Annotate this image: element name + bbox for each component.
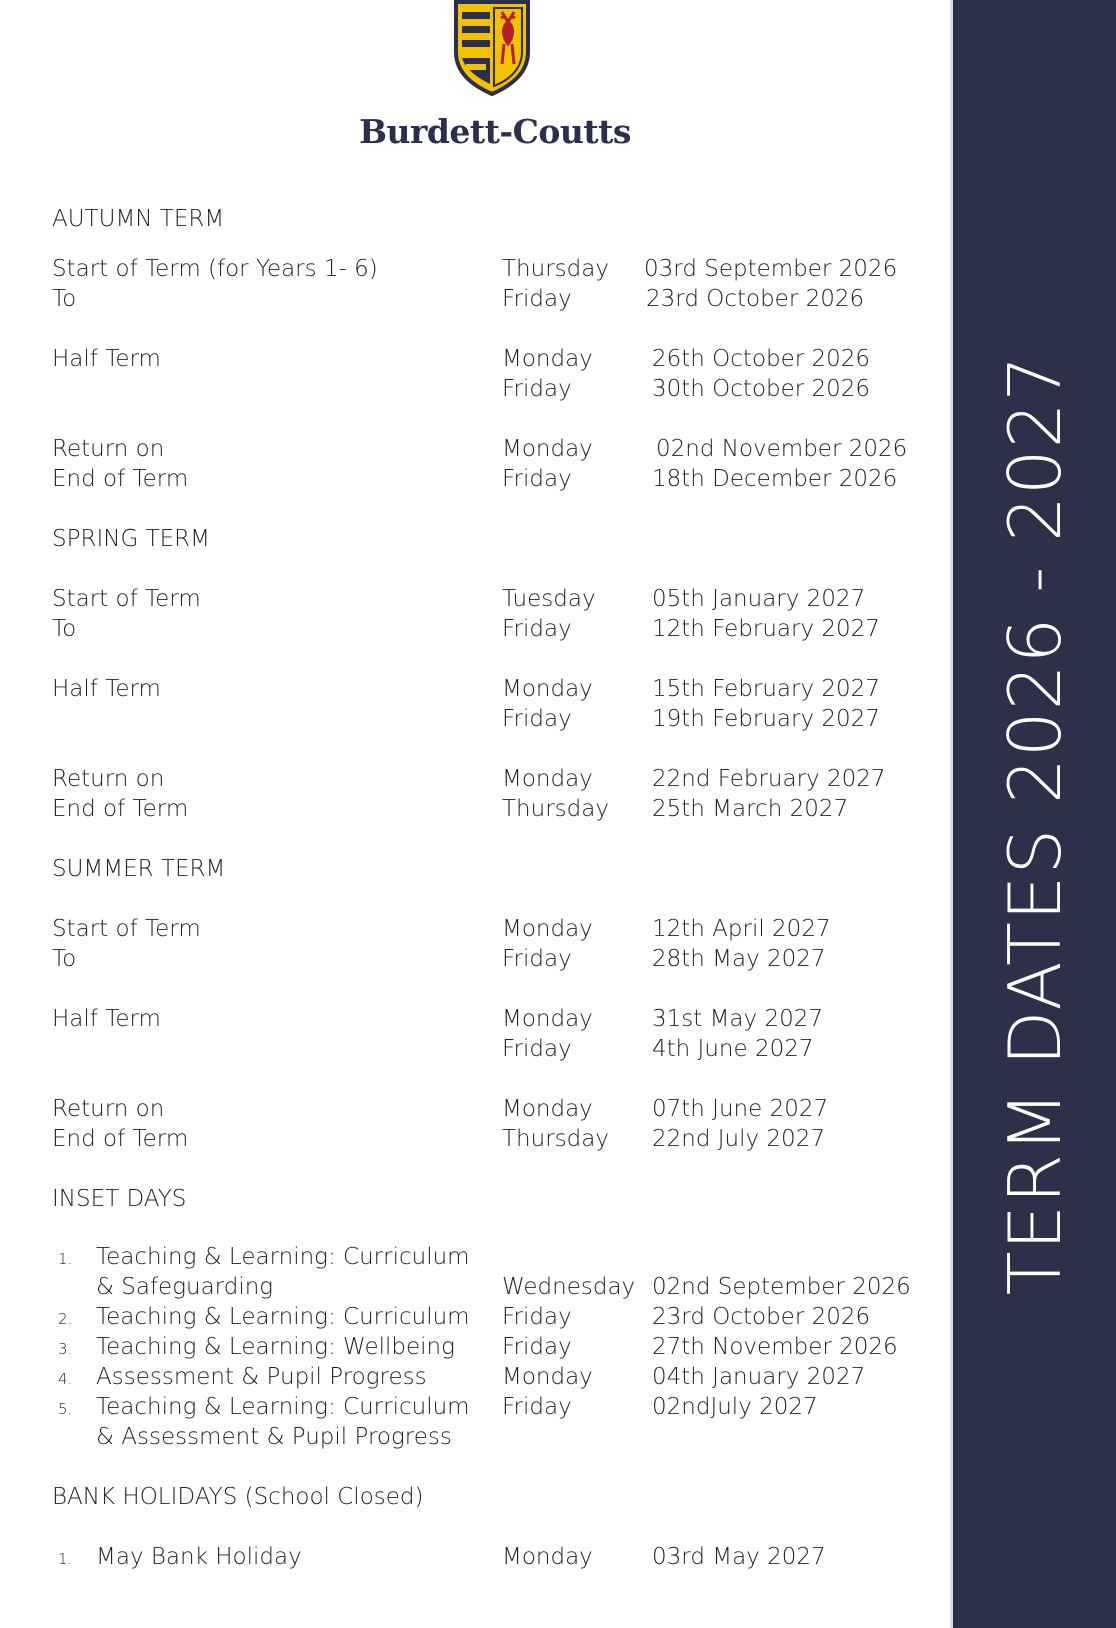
- row-day: Tuesday: [502, 586, 596, 612]
- bank-holidays-heading: BANK HOLIDAYS (School Closed): [52, 1484, 424, 1510]
- list-number: 2.: [58, 1310, 73, 1328]
- row-date: 05th January 2027: [652, 586, 866, 612]
- list-number: 1.: [58, 1250, 73, 1268]
- row-date: 19th February 2027: [652, 706, 880, 732]
- spring-term-heading: SPRING TERM: [52, 526, 210, 552]
- row-date: 18th December 2026: [652, 466, 898, 492]
- list-number: 3.: [58, 1340, 73, 1358]
- row-day: Monday: [502, 916, 593, 942]
- row-day: Thursday: [502, 256, 609, 282]
- row-label: Start of Term (for Years 1- 6): [52, 256, 378, 282]
- list-number: 4.: [58, 1370, 73, 1388]
- row-label: To: [52, 286, 77, 312]
- bank-holiday-label: May Bank Holiday: [96, 1544, 302, 1570]
- row-label: Half Term: [52, 676, 161, 702]
- row-day: Friday: [502, 286, 572, 312]
- sidebar-title: TERM DATES 2026 - 2027: [992, 354, 1077, 1296]
- summer-term-heading: SUMMER TERM: [52, 856, 226, 882]
- row-date: 12th February 2027: [652, 616, 880, 642]
- row-day: Friday: [502, 1394, 572, 1420]
- row-date: 04th January 2027: [652, 1364, 866, 1390]
- row-date: 30th October 2026: [652, 376, 871, 402]
- row-label: End of Term: [52, 796, 189, 822]
- row-date: 23rd October 2026: [646, 286, 865, 312]
- row-date: 02ndJuly 2027: [652, 1394, 818, 1420]
- inset-item-label-cont: & Safeguarding: [96, 1274, 274, 1300]
- school-name: Burdett-Coutts: [359, 112, 631, 151]
- row-date: 12th April 2027: [652, 916, 831, 942]
- row-label: To: [52, 946, 77, 972]
- row-date: 26th October 2026: [652, 346, 871, 372]
- row-day: Friday: [502, 946, 572, 972]
- row-date: 07th June 2027: [652, 1096, 829, 1122]
- row-date: 02nd September 2026: [652, 1274, 911, 1300]
- row-day: Friday: [502, 1304, 572, 1330]
- list-number: 5.: [58, 1400, 73, 1418]
- row-day: Friday: [502, 1334, 572, 1360]
- row-date: 28th May 2027: [652, 946, 826, 972]
- inset-item-label-cont: & Assessment & Pupil Progress: [96, 1424, 452, 1450]
- inset-days-heading: INSET DAYS: [52, 1186, 187, 1212]
- row-day: Monday: [502, 1544, 593, 1570]
- row-day: Friday: [502, 706, 572, 732]
- autumn-term-heading: AUTUMN TERM: [52, 206, 225, 232]
- inset-item-label: Teaching & Learning: Curriculum: [96, 1394, 470, 1420]
- row-label: Start of Term: [52, 586, 201, 612]
- list-number: 1.: [58, 1550, 73, 1568]
- row-day: Monday: [502, 1096, 593, 1122]
- row-date: 15th February 2027: [652, 676, 880, 702]
- row-day: Friday: [502, 466, 572, 492]
- row-date: 31st May 2027: [652, 1006, 823, 1032]
- row-label: Return on: [52, 1096, 165, 1122]
- row-day: Monday: [502, 1006, 593, 1032]
- inset-item-label: Assessment & Pupil Progress: [96, 1364, 427, 1390]
- row-date: 25th March 2027: [652, 796, 849, 822]
- row-date: 27th November 2026: [652, 1334, 898, 1360]
- row-day: Thursday: [502, 796, 609, 822]
- row-label: Return on: [52, 766, 165, 792]
- row-day: Monday: [502, 346, 593, 372]
- row-label: Return on: [52, 436, 165, 462]
- row-date: 23rd October 2026: [652, 1304, 871, 1330]
- row-date: 4th June 2027: [652, 1036, 814, 1062]
- row-day: Monday: [502, 676, 593, 702]
- row-label: Half Term: [52, 346, 161, 372]
- row-label: End of Term: [52, 466, 189, 492]
- row-label: End of Term: [52, 1126, 189, 1152]
- row-day: Friday: [502, 376, 572, 402]
- row-day: Monday: [502, 436, 593, 462]
- row-date: 03rd May 2027: [652, 1544, 826, 1570]
- row-label: Start of Term: [52, 916, 201, 942]
- row-date: 22nd February 2027: [652, 766, 886, 792]
- sidebar-banner: [950, 0, 1116, 1628]
- row-day: Thursday: [502, 1126, 609, 1152]
- row-day: Friday: [502, 616, 572, 642]
- row-date: 03rd September 2026: [644, 256, 898, 282]
- school-crest-logo: [452, 0, 532, 96]
- row-day: Monday: [502, 1364, 593, 1390]
- inset-item-label: Teaching & Learning: Curriculum: [96, 1304, 470, 1330]
- inset-item-label: Teaching & Learning: Wellbeing: [96, 1334, 455, 1360]
- row-label: Half Term: [52, 1006, 161, 1032]
- row-label: To: [52, 616, 77, 642]
- row-day: Monday: [502, 766, 593, 792]
- inset-item-label: Teaching & Learning: Curriculum: [96, 1244, 470, 1270]
- row-day: Wednesday: [502, 1274, 636, 1300]
- row-date: 22nd July 2027: [652, 1126, 825, 1152]
- row-day: Friday: [502, 1036, 572, 1062]
- row-date: 02nd November 2026: [656, 436, 908, 462]
